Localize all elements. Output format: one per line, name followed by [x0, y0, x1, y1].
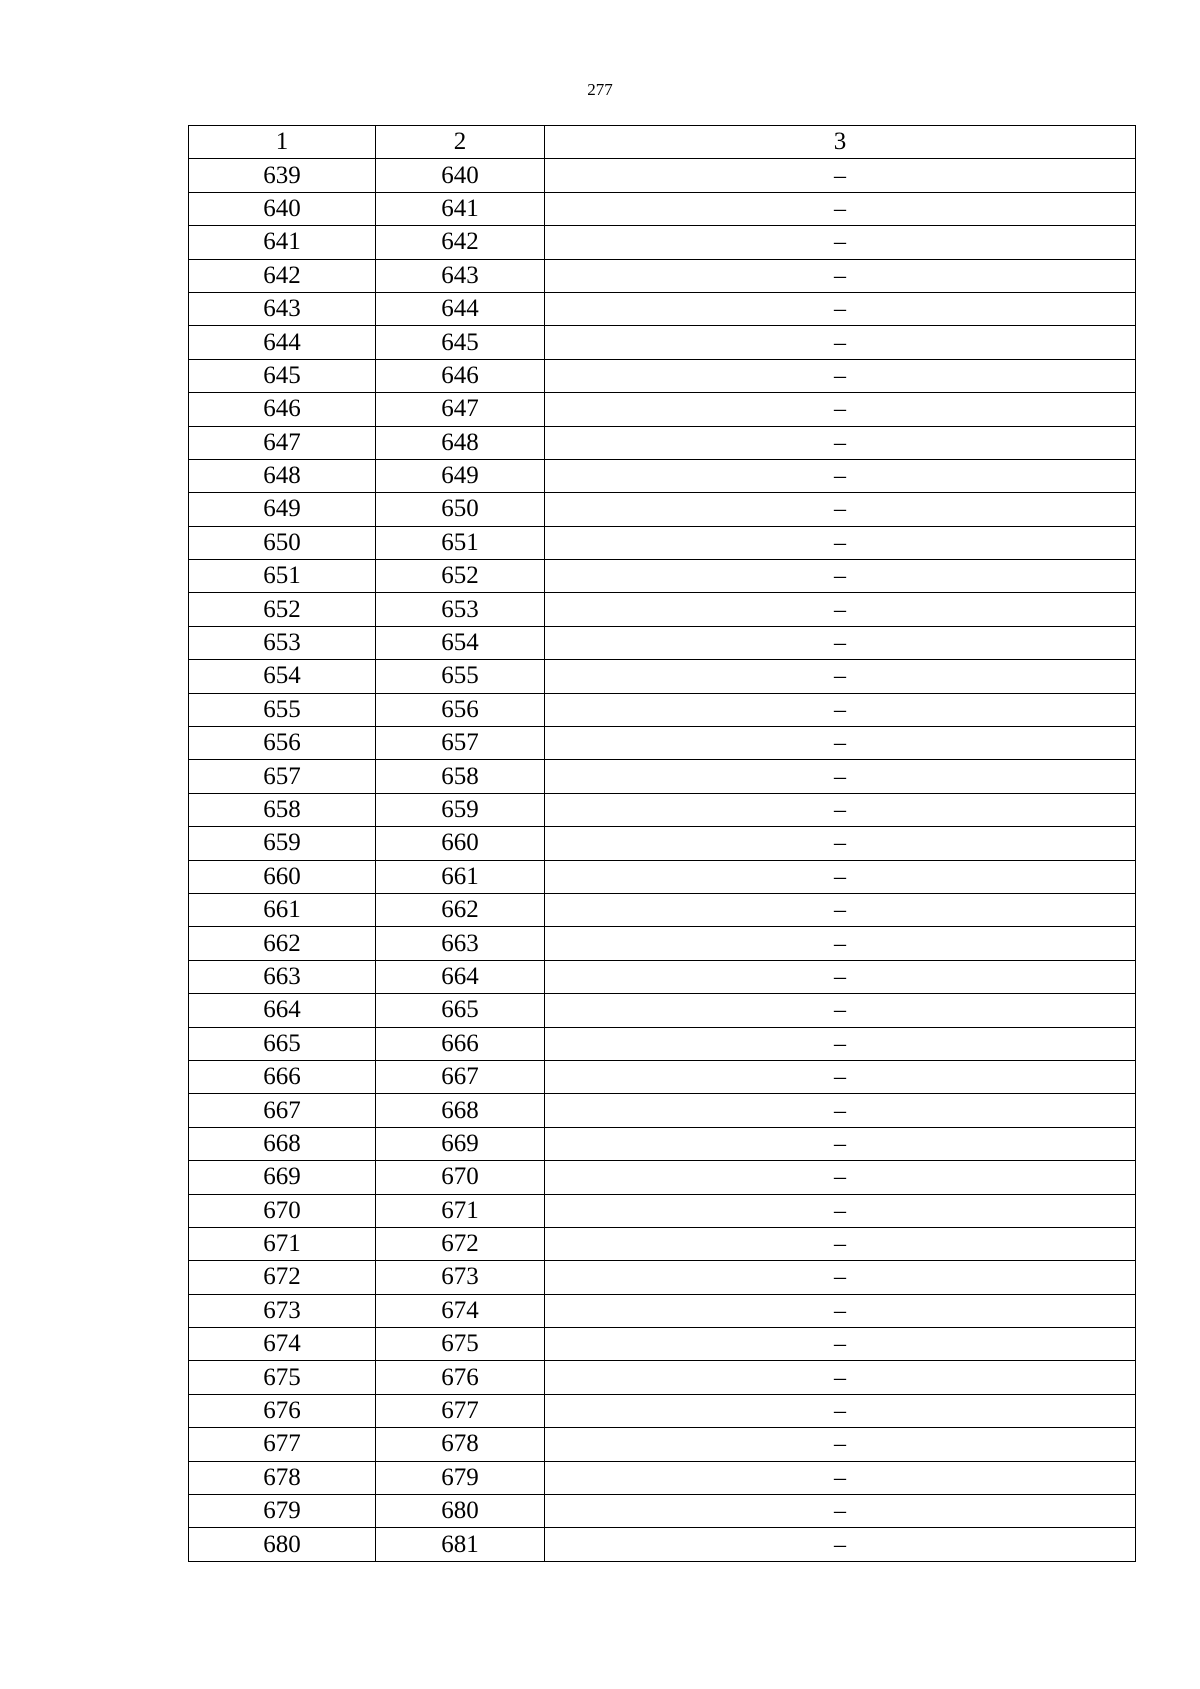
table-cell-col-2: 650 — [376, 493, 545, 526]
table-row — [189, 860, 1136, 893]
table-cell-col-1: 645 — [189, 359, 376, 392]
table-row — [189, 493, 1136, 526]
table-row — [189, 1060, 1136, 1093]
table-cell-col-2: 640 — [376, 159, 545, 192]
table-cell-col-1: 642 — [189, 259, 376, 292]
table-cell-col-3: – — [545, 560, 1136, 593]
table-row — [189, 1394, 1136, 1427]
table-cell-col-1: 639 — [189, 159, 376, 192]
table-cell-col-3: – — [545, 426, 1136, 459]
table-cell-col-3: – — [545, 1528, 1136, 1561]
table-cell-col-3: – — [545, 1060, 1136, 1093]
table-row — [189, 1328, 1136, 1361]
table-cell-col-3: – — [545, 827, 1136, 860]
table-row — [189, 1161, 1136, 1194]
table-row — [189, 1027, 1136, 1060]
table-cell-col-3: – — [545, 1194, 1136, 1227]
table-cell-col-2: 647 — [376, 393, 545, 426]
table-row — [189, 693, 1136, 726]
table-cell-col-2: 677 — [376, 1394, 545, 1427]
table-row — [189, 1528, 1136, 1561]
table-row — [189, 1261, 1136, 1294]
table-row — [189, 426, 1136, 459]
table-header — [189, 126, 1136, 159]
column-header-2: 2 — [376, 126, 545, 159]
table-cell-col-2: 660 — [376, 827, 545, 860]
table-cell-col-2: 661 — [376, 860, 545, 893]
table-cell-col-3: – — [545, 1394, 1136, 1427]
table-cell-col-3: – — [545, 1461, 1136, 1494]
table-cell-col-3: – — [545, 793, 1136, 826]
table-row — [189, 960, 1136, 993]
table-cell-col-2: 668 — [376, 1094, 545, 1127]
table-cell-col-1: 646 — [189, 393, 376, 426]
table-row — [189, 893, 1136, 926]
table-cell-col-2: 670 — [376, 1161, 545, 1194]
table-cell-col-3: – — [545, 760, 1136, 793]
table-cell-col-1: 666 — [189, 1060, 376, 1093]
table-cell-col-2: 659 — [376, 793, 545, 826]
table-row — [189, 793, 1136, 826]
table-cell-col-1: 668 — [189, 1127, 376, 1160]
table-cell-col-2: 680 — [376, 1495, 545, 1528]
table-cell-col-1: 660 — [189, 860, 376, 893]
table-cell-col-2: 644 — [376, 292, 545, 325]
table-cell-col-1: 653 — [189, 626, 376, 659]
table-cell-col-1: 665 — [189, 1027, 376, 1060]
table-row — [189, 1227, 1136, 1260]
table-row — [189, 927, 1136, 960]
table-row — [189, 1094, 1136, 1127]
table-cell-col-1: 655 — [189, 693, 376, 726]
table-cell-col-3: – — [545, 459, 1136, 492]
table-cell-col-2: 651 — [376, 526, 545, 559]
table-row — [189, 626, 1136, 659]
table-cell-col-3: – — [545, 326, 1136, 359]
table-cell-col-1: 641 — [189, 226, 376, 259]
table-cell-col-1: 669 — [189, 1161, 376, 1194]
table-cell-col-1: 644 — [189, 326, 376, 359]
table-cell-col-3: – — [545, 1161, 1136, 1194]
table-cell-col-3: – — [545, 1328, 1136, 1361]
table-cell-col-2: 641 — [376, 192, 545, 225]
table-cell-col-3: – — [545, 393, 1136, 426]
table-cell-col-3: – — [545, 1127, 1136, 1160]
table-row — [189, 593, 1136, 626]
table-row — [189, 1361, 1136, 1394]
table-cell-col-2: 672 — [376, 1227, 545, 1260]
table-cell-col-1: 677 — [189, 1428, 376, 1461]
table-cell-col-3: – — [545, 226, 1136, 259]
table-cell-col-2: 654 — [376, 626, 545, 659]
table-row — [189, 259, 1136, 292]
table-cell-col-1: 676 — [189, 1394, 376, 1427]
table-cell-col-1: 656 — [189, 727, 376, 760]
table-cell-col-1: 672 — [189, 1261, 376, 1294]
header-row — [189, 126, 1136, 159]
table-cell-col-2: 678 — [376, 1428, 545, 1461]
table-cell-col-2: 665 — [376, 994, 545, 1027]
table-cell-col-1: 657 — [189, 760, 376, 793]
table-cell-col-2: 675 — [376, 1328, 545, 1361]
table-cell-col-3: – — [545, 1495, 1136, 1528]
table-cell-col-1: 654 — [189, 660, 376, 693]
table-cell-col-2: 652 — [376, 560, 545, 593]
table-cell-col-1: 664 — [189, 994, 376, 1027]
table-cell-col-2: 663 — [376, 927, 545, 960]
table-cell-col-3: – — [545, 292, 1136, 325]
table-cell-col-3: – — [545, 359, 1136, 392]
table-row — [189, 192, 1136, 225]
table-row — [189, 1461, 1136, 1494]
table-cell-col-3: – — [545, 1261, 1136, 1294]
table-cell-col-1: 667 — [189, 1094, 376, 1127]
table-cell-col-3: – — [545, 526, 1136, 559]
table-row — [189, 1127, 1136, 1160]
table-cell-col-1: 643 — [189, 292, 376, 325]
table-cell-col-2: 673 — [376, 1261, 545, 1294]
table-cell-col-3: – — [545, 1428, 1136, 1461]
table-cell-col-2: 649 — [376, 459, 545, 492]
table-row — [189, 994, 1136, 1027]
table-row — [189, 760, 1136, 793]
table-row — [189, 727, 1136, 760]
column-header-3: 3 — [545, 126, 1136, 159]
table-cell-col-2: 643 — [376, 259, 545, 292]
table-cell-col-2: 664 — [376, 960, 545, 993]
table-cell-col-3: – — [545, 159, 1136, 192]
table-cell-col-3: – — [545, 727, 1136, 760]
table-cell-col-2: 655 — [376, 660, 545, 693]
table-cell-col-3: – — [545, 693, 1136, 726]
table-cell-col-2: 666 — [376, 1027, 545, 1060]
table-row — [189, 393, 1136, 426]
table-cell-col-3: – — [545, 1094, 1136, 1127]
table-cell-col-3: – — [545, 1294, 1136, 1327]
table-row — [189, 526, 1136, 559]
table-cell-col-1: 658 — [189, 793, 376, 826]
data-table — [188, 125, 1136, 1562]
table-cell-col-3: – — [545, 593, 1136, 626]
table-row — [189, 292, 1136, 325]
table-cell-col-3: – — [545, 860, 1136, 893]
table-cell-col-1: 659 — [189, 827, 376, 860]
table-row — [189, 660, 1136, 693]
table-cell-col-1: 675 — [189, 1361, 376, 1394]
table-cell-col-3: – — [545, 493, 1136, 526]
table-cell-col-1: 671 — [189, 1227, 376, 1260]
table-row — [189, 326, 1136, 359]
table-cell-col-2: 645 — [376, 326, 545, 359]
table-cell-col-1: 640 — [189, 192, 376, 225]
table-cell-col-3: – — [545, 927, 1136, 960]
table-row — [189, 1294, 1136, 1327]
table-cell-col-1: 661 — [189, 893, 376, 926]
table-cell-col-2: 658 — [376, 760, 545, 793]
table-cell-col-2: 646 — [376, 359, 545, 392]
table-cell-col-2: 674 — [376, 1294, 545, 1327]
table-cell-col-1: 647 — [189, 426, 376, 459]
table-cell-col-2: 656 — [376, 693, 545, 726]
table-cell-col-1: 649 — [189, 493, 376, 526]
table-cell-col-2: 667 — [376, 1060, 545, 1093]
table-row — [189, 1428, 1136, 1461]
table-cell-col-2: 671 — [376, 1194, 545, 1227]
table-row — [189, 359, 1136, 392]
table-cell-col-3: – — [545, 1361, 1136, 1394]
table-cell-col-2: 648 — [376, 426, 545, 459]
table-cell-col-2: 681 — [376, 1528, 545, 1561]
page-number: 277 — [587, 80, 613, 99]
data-table-container — [188, 125, 1135, 1562]
table-row — [189, 1495, 1136, 1528]
table-row — [189, 226, 1136, 259]
table-cell-col-3: – — [545, 994, 1136, 1027]
table-cell-col-3: – — [545, 259, 1136, 292]
table-cell-col-1: 663 — [189, 960, 376, 993]
table-cell-col-3: – — [545, 960, 1136, 993]
table-cell-col-1: 678 — [189, 1461, 376, 1494]
table-cell-col-3: – — [545, 1227, 1136, 1260]
table-cell-col-1: 648 — [189, 459, 376, 492]
table-cell-col-3: – — [545, 660, 1136, 693]
table-row — [189, 1194, 1136, 1227]
table-cell-col-1: 680 — [189, 1528, 376, 1561]
table-cell-col-2: 662 — [376, 893, 545, 926]
table-cell-col-1: 662 — [189, 927, 376, 960]
table-cell-col-3: – — [545, 893, 1136, 926]
table-cell-col-2: 679 — [376, 1461, 545, 1494]
column-header-1: 1 — [189, 126, 376, 159]
table-cell-col-1: 673 — [189, 1294, 376, 1327]
table-cell-col-2: 642 — [376, 226, 545, 259]
table-cell-col-2: 669 — [376, 1127, 545, 1160]
table-body — [189, 159, 1136, 1561]
table-cell-col-3: – — [545, 626, 1136, 659]
table-row — [189, 459, 1136, 492]
table-cell-col-2: 653 — [376, 593, 545, 626]
table-cell-col-3: – — [545, 1027, 1136, 1060]
table-row — [189, 827, 1136, 860]
table-cell-col-1: 650 — [189, 526, 376, 559]
table-cell-col-2: 657 — [376, 727, 545, 760]
table-cell-col-1: 679 — [189, 1495, 376, 1528]
table-cell-col-1: 670 — [189, 1194, 376, 1227]
table-cell-col-1: 651 — [189, 560, 376, 593]
table-row — [189, 560, 1136, 593]
table-row — [189, 159, 1136, 192]
table-cell-col-1: 652 — [189, 593, 376, 626]
table-cell-col-2: 676 — [376, 1361, 545, 1394]
table-cell-col-1: 674 — [189, 1328, 376, 1361]
table-cell-col-3: – — [545, 192, 1136, 225]
